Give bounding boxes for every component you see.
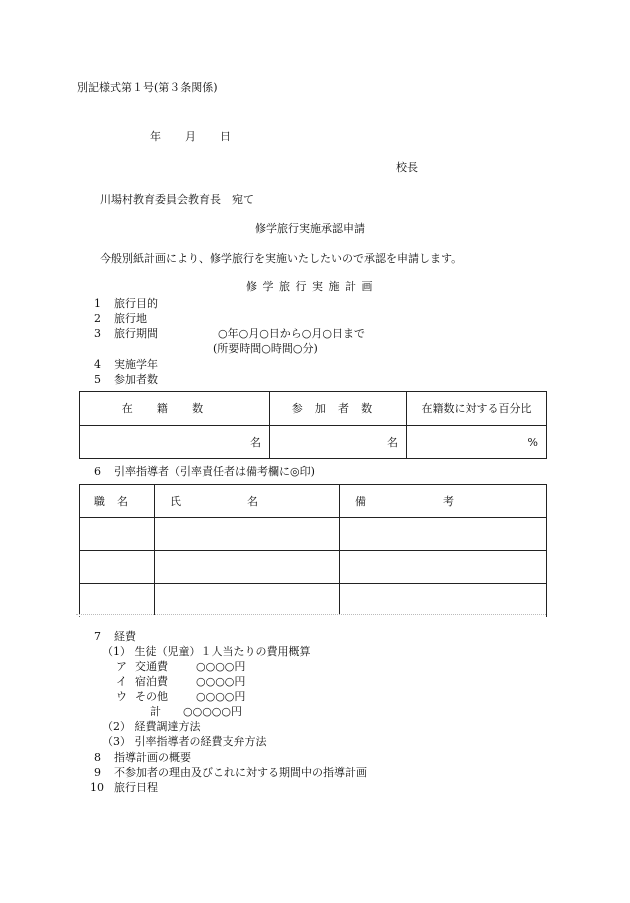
expense-mark: ウ (116, 690, 127, 703)
expense-value: ○○○○円 (196, 660, 246, 673)
participants-unit: 名 (270, 426, 407, 459)
item-number: 9 (94, 766, 101, 779)
expense-label: 宿泊費 (135, 675, 168, 688)
item-label: 経費 (114, 630, 136, 643)
intro-text: 今般別紙計画により、修学旅行を実施いたしたいので承認を申請します。 (100, 252, 463, 265)
date-month: 月 (185, 130, 196, 143)
table-row (80, 518, 547, 551)
expense-sub-3: （3） 引率指導者の経費支弁方法 (102, 735, 267, 748)
expense-value: ○○○○円 (196, 675, 246, 688)
expense-label: その他 (135, 690, 168, 703)
expense-label: 交通費 (135, 660, 168, 673)
period-value: ○年○月○日から○月○日まで (218, 327, 365, 340)
percentage-unit: % (407, 426, 547, 459)
item-number: 2 (94, 312, 101, 325)
item-label: 旅行期間 (114, 327, 158, 340)
item-label: 旅行地 (114, 312, 147, 325)
item-number: 10 (90, 781, 104, 794)
item-number: 8 (94, 751, 101, 764)
item-number: 4 (94, 358, 101, 371)
expense-sub-1: （1） 生徒（児童）１人当たりの費用概算 (102, 645, 311, 658)
table-row (80, 584, 547, 617)
principal: 校長 (396, 161, 418, 174)
item-number: 1 (94, 297, 101, 310)
form-reference: 別記様式第１号(第３条関係) (77, 81, 218, 94)
enrolled-unit: 名 (80, 426, 270, 459)
date-year: 年 (150, 130, 161, 143)
plan-title: 修学旅行実施計画 (246, 280, 378, 293)
item-number: 6 (94, 465, 101, 478)
item-label: 実施学年 (114, 358, 158, 371)
item-number: 5 (94, 373, 101, 386)
item-number: 7 (94, 630, 101, 643)
document-title: 修学旅行実施承認申請 (255, 222, 365, 235)
expense-mark: イ (116, 675, 127, 688)
item-label: 指導計画の概要 (114, 751, 191, 764)
expense-total-label: 計 (150, 705, 161, 718)
header-enrolled: 在籍数 (80, 392, 270, 426)
item-number: 3 (94, 327, 101, 340)
header-position: 職名 (80, 485, 155, 518)
duration-value: (所要時間○時間○分) (213, 342, 318, 355)
header-name: 氏名 (155, 485, 340, 518)
header-participants: 参加者数 (270, 392, 407, 426)
item-label: 旅行目的 (114, 297, 158, 310)
expense-sub-2: （2） 経費調達方法 (102, 720, 201, 733)
participants-table (79, 391, 547, 459)
item-label: 引率指導者（引率責任者は備考欄に◎印) (114, 465, 315, 478)
leaders-table (79, 484, 547, 617)
item-label: 参加者数 (114, 373, 158, 386)
addressee: 川場村教育委員会教育長 宛て (100, 193, 254, 206)
header-percentage: 在籍数に対する百分比 (407, 392, 547, 426)
expense-mark: ア (116, 660, 127, 673)
expense-value: ○○○○円 (196, 690, 246, 703)
item-label: 旅行日程 (114, 781, 158, 794)
expense-total-value: ○○○○○円 (183, 705, 242, 718)
item-label: 不参加者の理由及びこれに対する期間中の指導計画 (114, 766, 367, 779)
date-day: 日 (220, 130, 231, 143)
torn-edge (76, 614, 546, 621)
table-row (80, 551, 547, 584)
header-remarks: 備考 (340, 485, 547, 518)
